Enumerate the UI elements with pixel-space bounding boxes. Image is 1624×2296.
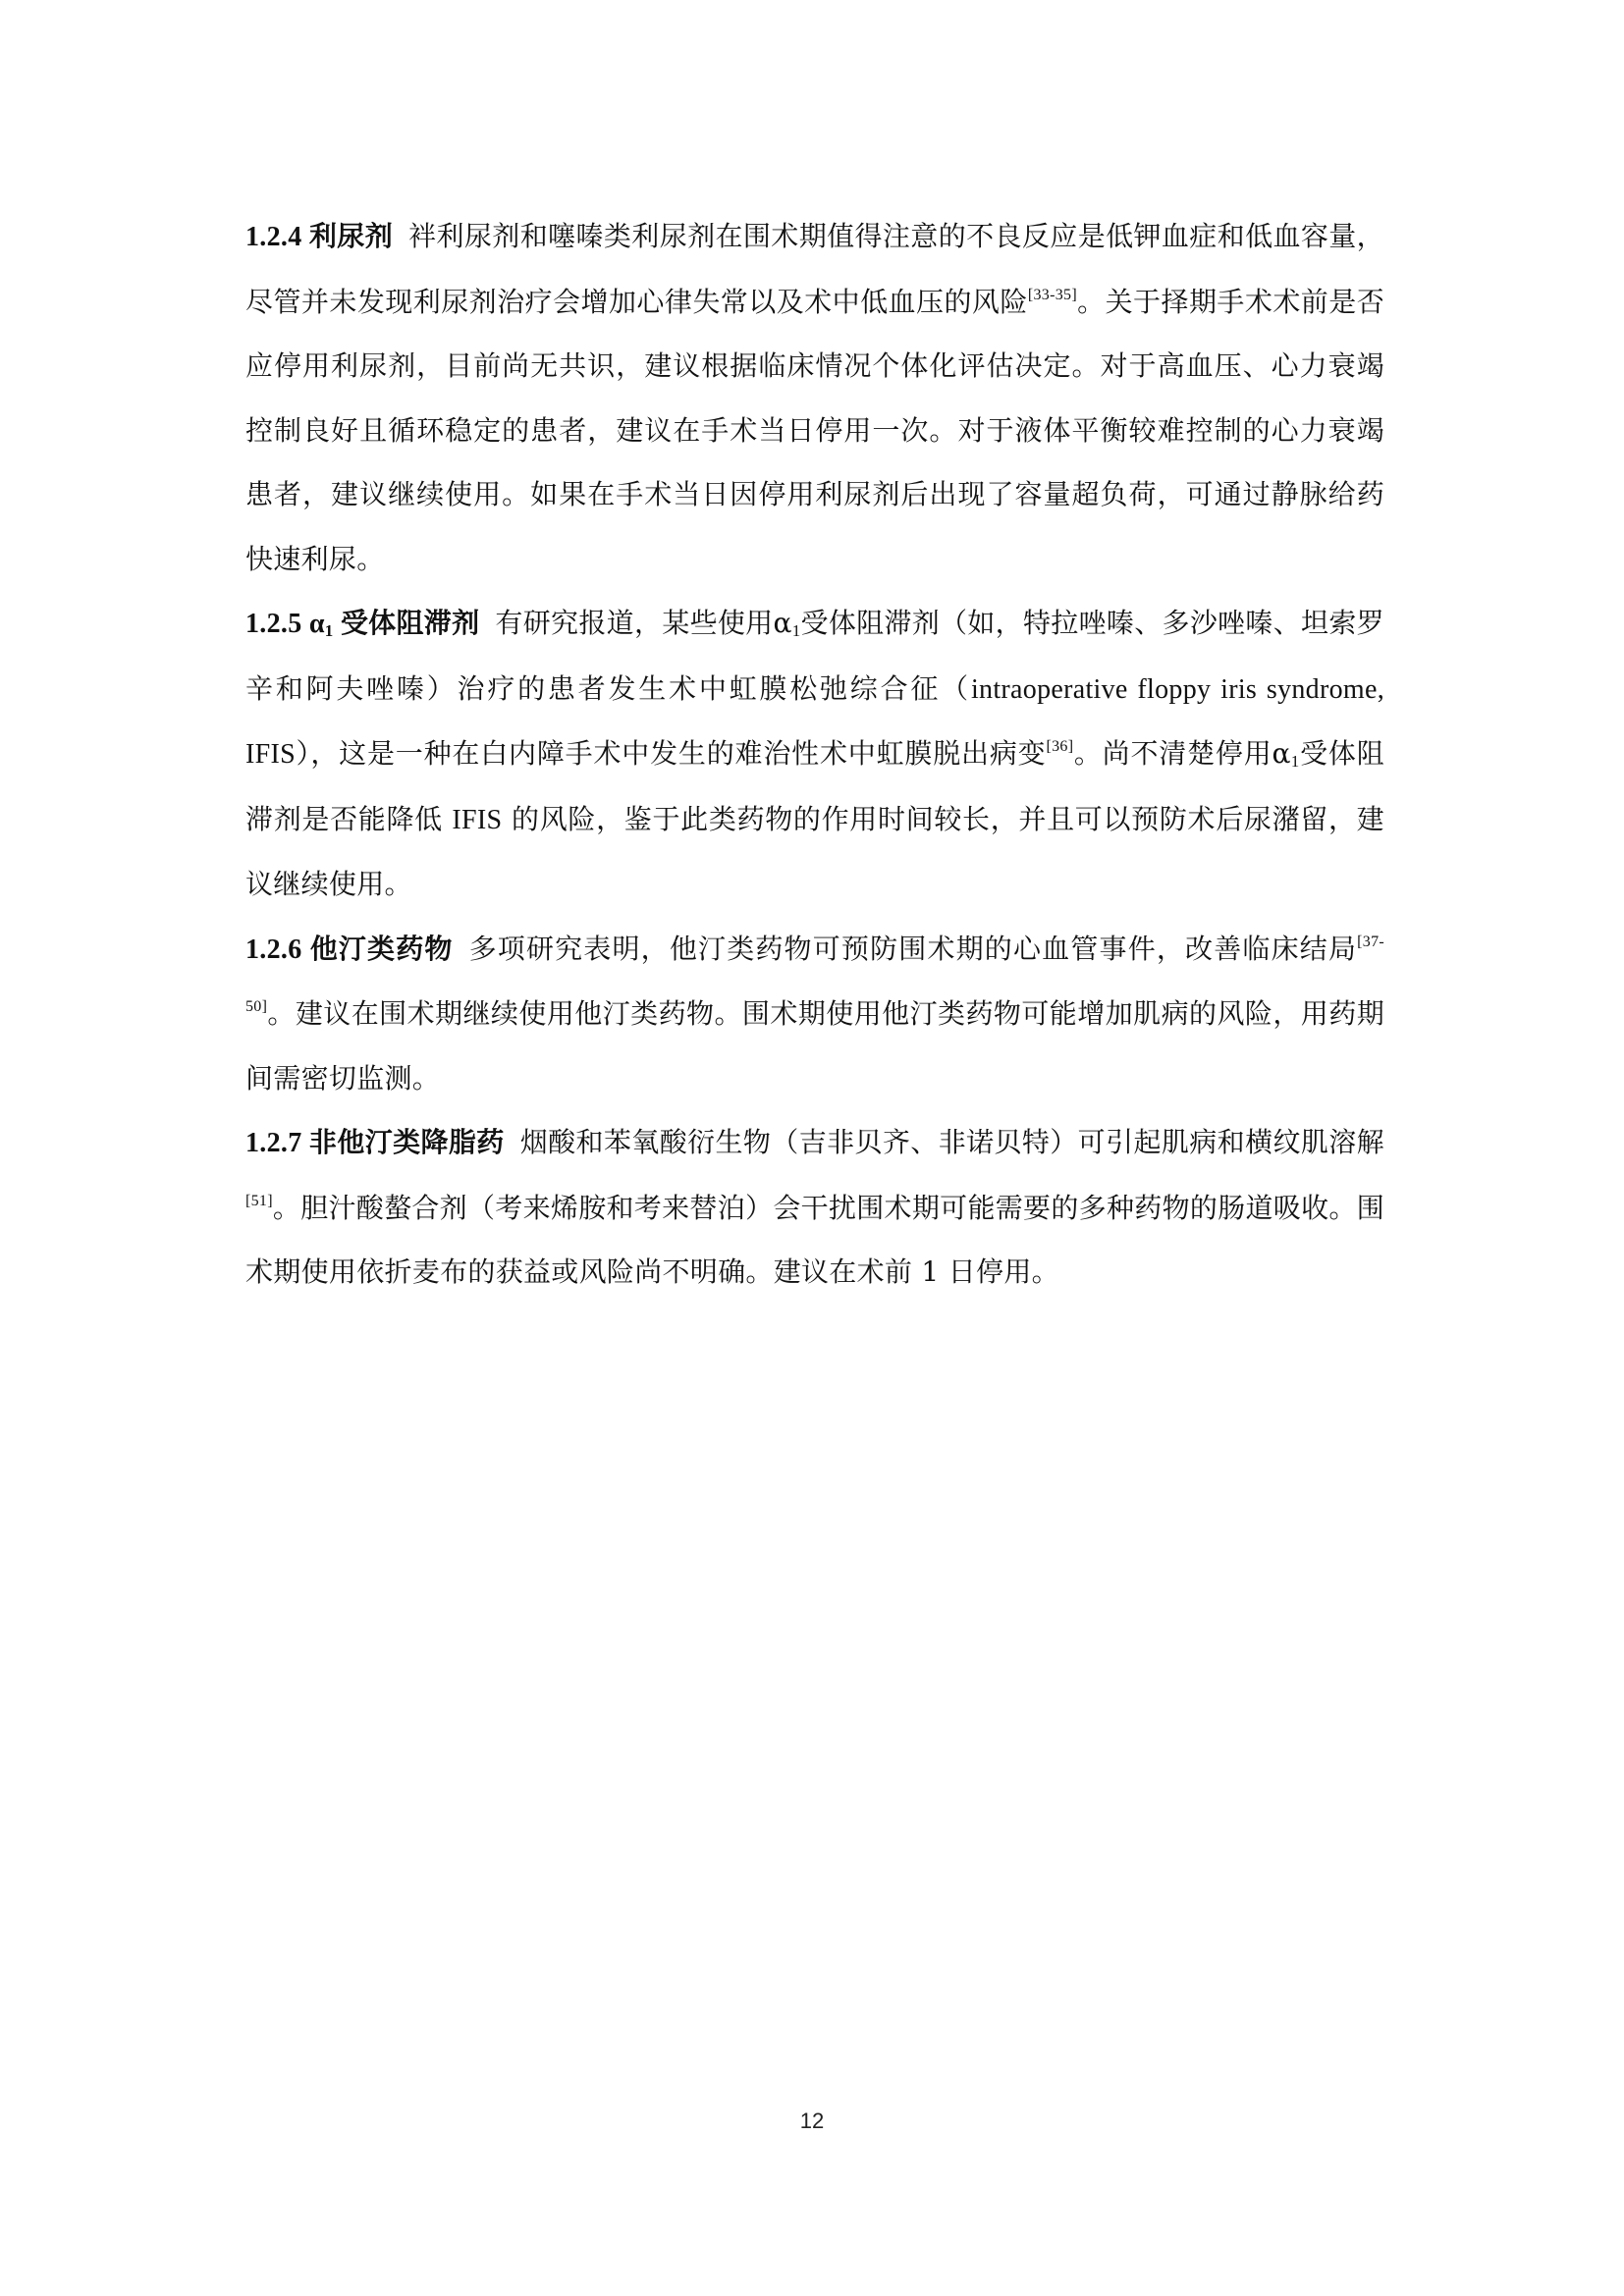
- body-text: 袢利尿剂和噻嗪类利尿剂在围术期值得注意的不良反应是低钾血症和低血容量，尽管并未发现利尿剂治疗会增加心律失常以及术中低血压的风险: [245, 220, 1384, 318]
- section-1-2-4: [245, 204, 1384, 591]
- citation: [36]: [1046, 738, 1074, 755]
- citation: [37-50]: [245, 933, 1384, 1015]
- citation: [33-35]: [1027, 286, 1077, 303]
- section-heading: [245, 222, 393, 252]
- subscript: 1: [791, 621, 801, 640]
- section-number: 1.2.7: [245, 1128, 302, 1158]
- body-text: 。关于择期手术术前是否应停用利尿剂，目前尚无共识，建议根据临床情况个体化评估决定。对于高血压、心力衰竭控制良好且循环稳定的患者，建议在手术当日停用一次。对于液体平衡较难控制的心力衰竭患者，建议继续使用。如果在手术当日因停用利尿剂后出现了容量超负荷，可通过静脉给药快速利尿。: [245, 285, 1384, 575]
- body-text-latin: intraoperative floppy iris syndrome, IFIS: [245, 673, 1385, 770]
- body-text: 。建议在围术期继续使用他汀类药物。围术期使用他汀类药物可能增加肌病的风险，用药期间需密切监测。: [245, 997, 1384, 1095]
- subscript: 1: [1290, 752, 1300, 771]
- body-text: 有研究报道，某些使用α: [495, 607, 792, 639]
- section-heading: [245, 934, 454, 965]
- section-1-2-7: [245, 1110, 1384, 1305]
- body-text: 。尚不清楚停用α: [1073, 737, 1291, 770]
- section-heading: [245, 609, 479, 639]
- body-text-latin: IFIS: [452, 804, 503, 835]
- body-text: 。胆汁酸螯合剂（考来烯胺和考来替泊）会干扰围术期可能需要的多种药物的肠道吸收。围术期使用依折麦布的获益或风险尚不明确。建议在术前 1 日停用。: [245, 1191, 1384, 1288]
- alpha-symbol: α: [308, 609, 325, 639]
- section-1-2-5: [245, 591, 1384, 917]
- section-number: 1.2.4: [245, 222, 302, 252]
- body-text: ），这是一种在白内障手术中发生的难治性术中虹膜脱出病变: [296, 737, 1047, 770]
- page-number: 12: [799, 2109, 825, 2133]
- section-title: 利尿剂: [308, 220, 394, 252]
- section-1-2-6: [245, 917, 1384, 1111]
- body-text: 多项研究表明，他汀类药物可预防围术期的心血管事件，改善临床结局: [468, 932, 1358, 965]
- citation: [51]: [245, 1192, 273, 1209]
- body-text: 受体阻滞剂（如，特拉唑嗪、多沙唑嗪、坦索罗辛和阿夫唑嗪）治疗的患者发生术中虹膜松弛综合征（: [245, 607, 1384, 705]
- subscript: 1: [324, 621, 334, 640]
- document-body: [245, 204, 1384, 1305]
- section-title: 他汀类药物: [309, 932, 454, 965]
- body-text: 受体阻滞剂是否能降低: [245, 737, 1385, 835]
- section-heading: [245, 1128, 505, 1158]
- section-number: 1.2.5: [245, 609, 302, 639]
- section-number: 1.2.6: [245, 934, 302, 965]
- section-title: 非他汀类降脂药: [308, 1126, 505, 1158]
- body-text: 的风险，鉴于此类药物的作用时间较长，并且可以预防术后尿潴留，建议继续使用。: [245, 802, 1384, 900]
- body-text: 烟酸和苯氧酸衍生物（吉非贝齐、非诺贝特）可引起肌病和横纹肌溶解: [519, 1126, 1384, 1158]
- section-title: 受体阻滞剂: [340, 607, 480, 639]
